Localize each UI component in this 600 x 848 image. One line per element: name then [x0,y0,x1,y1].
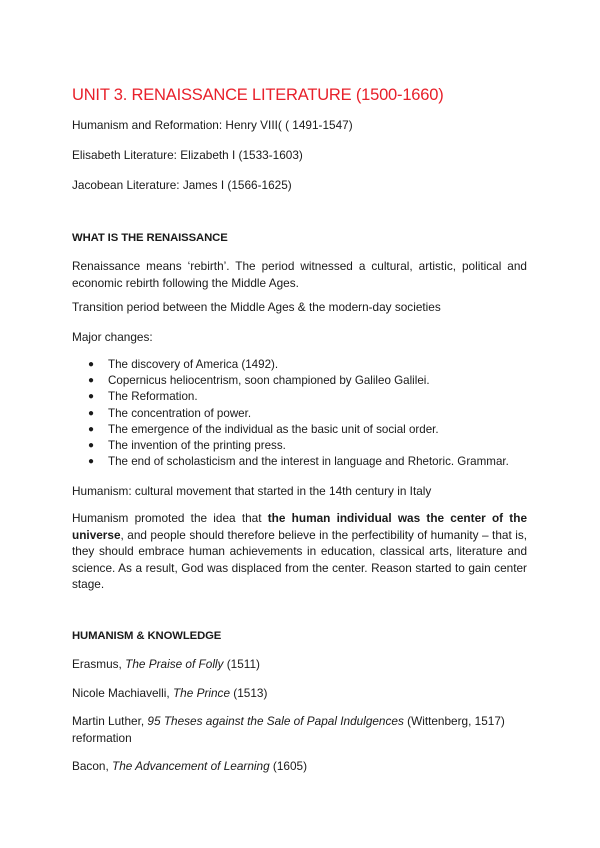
list-item-text: The invention of the printing press. [108,438,286,452]
humanism-emphasis: the human individual was the center of the universe [72,511,528,542]
work-title: The Praise of Folly [125,657,224,671]
bullet-icon: ● [88,439,95,451]
work-reference [72,656,260,673]
work-reference [72,685,267,702]
humanism-text-start: Humanism promoted the idea that [72,511,268,525]
unit-title: UNIT 3. RENAISSANCE LITERATURE (1500-1660) [72,86,444,104]
section-heading-humanism-knowledge: HUMANISM & KNOWLEDGE [72,630,222,642]
period-line: Jacobean Literature: James I (1566-1625) [72,178,292,192]
list-item-text: The concentration of power. [108,406,252,420]
work-reference [72,713,527,746]
list-item-text: Copernicus heliocentrism, soon championed by Galileo Galilei. [108,374,430,388]
work-date: (Wittenberg, 1517) reformation [72,714,505,745]
work-date: (1513) [230,686,268,700]
list-item [72,357,509,373]
humanism-definition: Humanism: cultural movement that started in the 14th century in Italy [72,484,432,498]
bullet-icon: ● [88,423,95,435]
bullet-icon: ● [88,359,95,370]
major-changes-label: Major changes: [72,330,153,344]
bullet-icon: ● [88,391,95,403]
work-date: (1605) [269,759,308,773]
list-item-text: The emergence of the individual as the basic unit of social order. [108,422,439,436]
work-author: Martin Luther, [72,714,148,728]
work-date: (1511) [223,657,260,671]
section-heading-renaissance: WHAT IS THE RENAISSANCE [72,232,228,244]
bullet-icon: ● [88,407,95,419]
list-item [72,422,509,438]
list-item [72,389,509,405]
work-author: Bacon, [72,759,113,773]
list-item-text: The end of scholasticism and the interest in language and Rhetoric. Grammar. [108,455,509,469]
bullet-icon: ● [88,375,95,387]
period-line: Humanism and Reformation: Henry VIII( ( 1491-1547) [72,118,353,132]
bullet-icon: ● [88,456,95,468]
work-title: The Advancement of Learning [112,759,270,773]
work-title: The Prince [172,686,231,700]
work-author: Nicole Machiavelli, [72,686,173,700]
humanism-text-end: , and people should therefore believe in the perfectibility of humanity – that is, they should embrace human achievements in education, classical arts, literature and science. As a result, God was displaced from the center. Reason started to gain center stage. [72,527,527,591]
renaissance-definition: Renaissance means ‘rebirth’. The period witnessed a cultural, artistic, political and economic rebirth following the Middle Ages. [72,259,527,290]
major-changes-list [72,357,509,470]
list-item-text: The Reformation. [108,390,198,404]
humanism-paragraph [72,510,527,593]
transition-paragraph: Transition period between the Middle Ages & the modern-day societies [72,300,441,314]
list-item [72,406,509,422]
work-reference [72,758,307,775]
list-item [72,454,509,470]
list-item-text: The discovery of America (1492). [108,358,279,371]
work-author: Erasmus, [72,657,126,671]
work-title: 95 Theses against the Sale of Papal Indulgences [147,714,404,728]
period-line: Elisabeth Literature: Elizabeth I (1533-1603) [72,148,303,162]
list-item [72,438,509,454]
list-item [72,373,509,389]
